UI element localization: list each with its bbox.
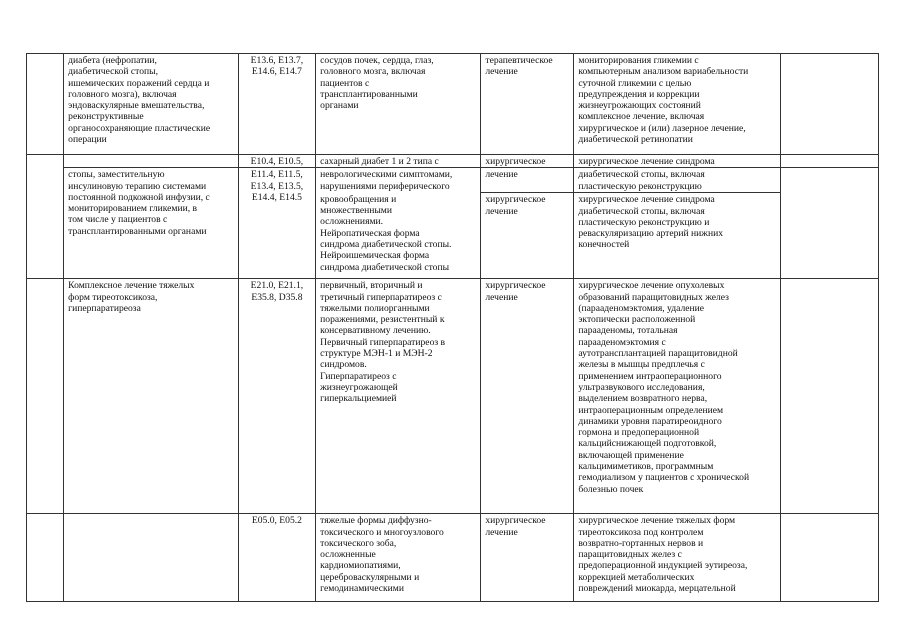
- table-row: [27, 279, 879, 514]
- icd-code-cell: E21.0, E21.1, E35.8, D35.8: [238, 279, 315, 514]
- table-row: [27, 168, 879, 193]
- care-type-cell: Комплексное лечение тяжелых форм тиреотоксикоза, гиперпаратиреоза: [64, 279, 239, 514]
- patient-model-cell: кровообращения и множественными осложнениями. Нейропатическая форма синдрома диабетической стопы. Нейроишемическая форма синдрома диабетической стопы: [316, 193, 481, 279]
- medical-care-table: [26, 53, 879, 602]
- patient-model-cell: первичный, вторичный и третичный гиперпаратиреоз с тяжелыми полиорганными поражениями, резистентный к консервативному лечению. Первичный гиперпаратиреоз в структуре МЭН-1 и МЭН-2 синдромов. Гиперпаратиреоз с жизнеугрожающей гиперкальциемией: [316, 279, 481, 514]
- number-cell: [27, 155, 64, 279]
- care-type-cell: [64, 514, 239, 602]
- treatment-type-cell: терапевтическое лечение: [481, 54, 574, 155]
- treatment-method-cell: хирургическое лечение тяжелых форм тиреотоксикоза под контролем возвратно-гортанных нервов и паращитовидных желез с предоперационной индукцией эутиреоза, коррекцией метаболических повреждений миокарда, мерцательной: [574, 514, 781, 602]
- extra-cell: [780, 54, 878, 155]
- icd-code-cell: E11.4, E11.5, E13.4, E13.5, E14.4, E14.5: [238, 168, 315, 279]
- extra-cell: [780, 279, 878, 514]
- table-row: [27, 514, 879, 602]
- treatment-method-cell: хирургическое лечение синдрома диабетической стопы, включая пластическую реконструкцию и реваскуляризацию артерий нижних конечностей: [574, 193, 781, 279]
- care-type-cell: диабета (нефропатии, диабетической стопы, ишемических поражений сердца и головного мозга), включая эндоваскулярные вмешательства, реконструктивные органосохраняющие пластические операции: [64, 54, 239, 155]
- care-type-cell: [64, 155, 239, 168]
- patient-model-cell: сахарный диабет 1 и 2 типа с: [316, 155, 481, 168]
- patient-model-cell: тяжелые формы диффузно- токсического и многоузлового токсического зоба, осложненные кардиомиопатиями, цереброваскулярными и гемодинамическими: [316, 514, 481, 602]
- table-row: [27, 54, 879, 155]
- treatment-method-cell: хирургическое лечение синдрома: [574, 155, 781, 168]
- icd-code-cell: E13.6, E13.7, E14.6, E14.7: [238, 54, 315, 155]
- number-cell: [27, 514, 64, 602]
- treatment-method-cell: хирургическое лечение опухолевых образований паращитовидных желез (парааденомэктомия, удаление эктопически расположенной парааденомы, тотальная парааденомэктомия с аутотрансплантацией паращитовидной железы в мышцы предплечья с применением интраоперационного ультразвукового исследования, выделением возвратного нерва, интраоперационным определением динамики уровня паратиреоидного гормона и предоперационной кальцийснижающей подготовкой, включающей применение кальцимиметиков, программным гемодиализом у пациентов с хронической болезнью почек: [574, 279, 781, 514]
- treatment-type-cell: хирургическое лечение: [481, 193, 574, 279]
- care-type-cell: стопы, заместительную инсулиновую терапию системами постоянной подкожной инфузии, с мониторированием гликемии, в том числе у пациентов с трансплантированными органами: [64, 168, 239, 279]
- patient-model-cell: неврологическими симптомами, нарушениями периферического: [316, 168, 481, 193]
- extra-cell: [780, 155, 878, 168]
- number-cell: [27, 54, 64, 155]
- treatment-type-cell: хирургическое: [481, 155, 574, 168]
- treatment-type-cell: лечение: [481, 168, 574, 193]
- number-cell: [27, 279, 64, 514]
- patient-model-cell: сосудов почек, сердца, глаз, головного мозга, включая пациентов с трансплантированными органами: [316, 54, 481, 155]
- table-row: [27, 155, 879, 168]
- treatment-type-cell: хирургическое лечение: [481, 514, 574, 602]
- icd-code-cell: E10.4, E10.5,: [238, 155, 315, 168]
- treatment-method-cell: мониторирования гликемии с компьютерным анализом вариабельности суточной гликемии с целью предупреждения и коррекции жизнеугрожающих состояний комплексное лечение, включая хирургическое и (или) лазерное лечение, диабетической ретинопатии: [574, 54, 781, 155]
- icd-code-cell: E05.0, E05.2: [238, 514, 315, 602]
- treatment-type-cell: хирургическое лечение: [481, 279, 574, 514]
- treatment-method-cell: диабетической стопы, включая пластическую реконструкцию: [574, 168, 781, 193]
- extra-cell: [780, 168, 878, 279]
- extra-cell: [780, 514, 878, 602]
